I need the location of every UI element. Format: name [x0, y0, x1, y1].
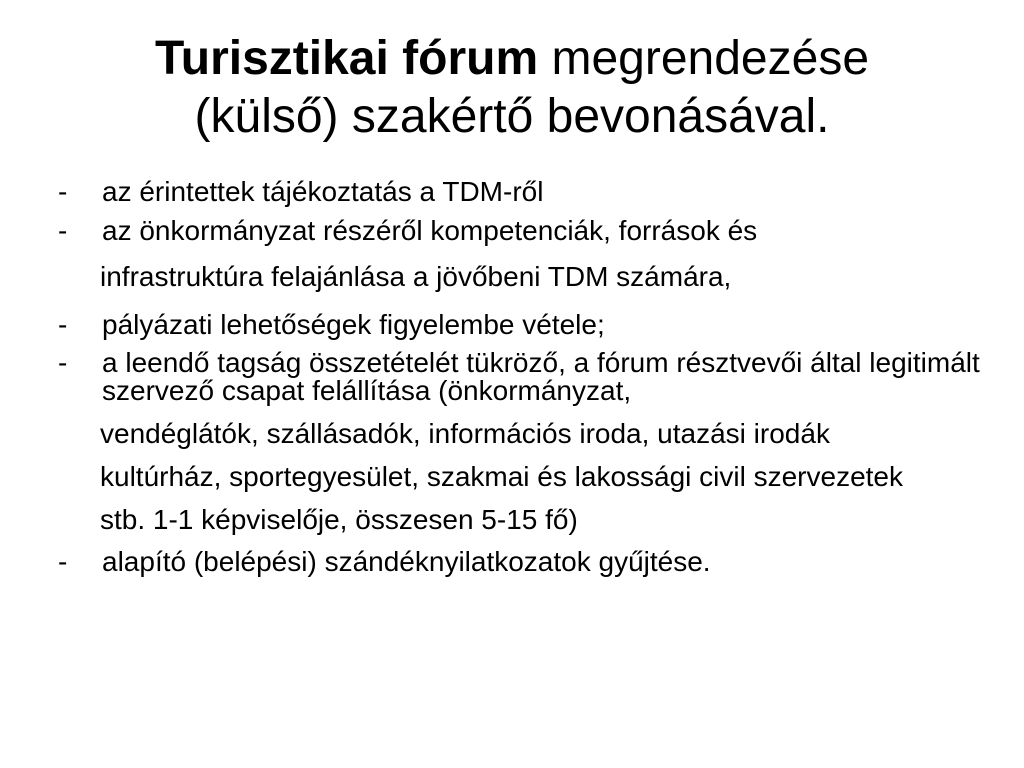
bullet-continuation	[58, 506, 998, 534]
bullet-text: pályázati lehetőségek figyelembe vétele;	[102, 309, 605, 340]
bullet-dash: -	[58, 309, 68, 340]
title-line2: (külső) szakértő bevonásával.	[194, 90, 830, 143]
bullet-continuation	[58, 263, 998, 291]
title-bold-part: Turisztikai fórum	[154, 32, 539, 85]
title-rest-line1: megrendezése	[538, 32, 870, 85]
bullet-continuation-text: vendéglátók, szállásadók, információs iroda, utazási irodák	[100, 418, 830, 449]
bullet-item	[58, 311, 998, 339]
bullet-dash: -	[58, 546, 68, 577]
bullet-continuation	[58, 420, 998, 448]
bullet-item	[58, 217, 998, 245]
bullet-dash: -	[58, 215, 68, 246]
bullet-continuation	[58, 463, 998, 491]
bullet-continuation-text: stb. 1-1 képviselője, összesen 5-15 fő)	[100, 504, 578, 535]
bullet-item	[58, 548, 998, 576]
bullet-text: alapító (belépési) szándéknyilatkozatok gyűjtése.	[102, 546, 711, 577]
bullet-dash: -	[58, 347, 68, 378]
slide-title	[40, 30, 984, 146]
bullet-item	[58, 349, 998, 405]
bullet-text: az önkormányzat részéről kompetenciák, források és	[102, 215, 758, 246]
bullet-item	[58, 178, 998, 206]
bullet-continuation-text: kultúrház, sportegyesület, szakmai és lakossági civil szervezetek	[100, 461, 904, 492]
bullet-continuation-text: infrastruktúra felajánlása a jövőbeni TDM számára,	[100, 261, 732, 292]
bullet-list	[58, 178, 998, 576]
bullet-text: a leendő tagság összetételét tükröző, a fórum résztvevői által legitimált szervező csapat felállítása (önkormányzat,	[102, 347, 980, 406]
bullet-dash: -	[58, 176, 68, 207]
bullet-text: az érintettek tájékoztatás a TDM-ről	[102, 176, 544, 207]
